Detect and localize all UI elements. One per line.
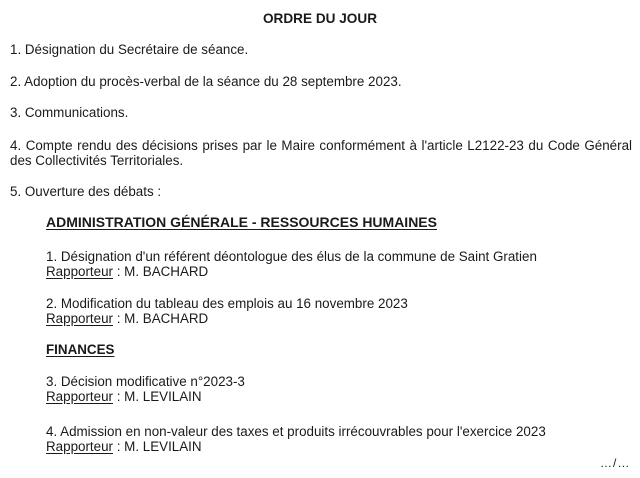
- section-heading-finances: FINANCES: [46, 342, 115, 357]
- rapporteur-name: : M. LEVILAIN: [113, 389, 202, 404]
- agenda-item-5: 5. Ouverture des débats :: [10, 184, 162, 199]
- entry-rapporteur: [46, 311, 208, 326]
- rapporteur-name: : M. BACHARD: [113, 264, 209, 279]
- rapporteur-name: : M. BACHARD: [113, 311, 209, 326]
- rapporteur-name: : M. LEVILAIN: [113, 439, 202, 454]
- agenda-item-2: 2. Adoption du procès-verbal de la séance du 28 septembre 2023.: [10, 74, 402, 89]
- entry-title: 2. Modification du tableau des emplois au 16 novembre 2023: [46, 296, 408, 311]
- section-heading-administration: ADMINISTRATION GÉNÉRALE - RESSOURCES HUMAINES: [46, 214, 437, 230]
- rapporteur-label: Rapporteur: [46, 389, 113, 404]
- entry-rapporteur: [46, 264, 208, 279]
- document-title: ORDRE DU JOUR: [262, 11, 378, 26]
- agenda-item-1: 1. Désignation du Secrétaire de séance.: [10, 42, 249, 57]
- entry-rapporteur: [46, 439, 202, 454]
- continuation-mark: …/…: [600, 456, 631, 470]
- entry-rapporteur: [46, 389, 202, 404]
- agenda-item-4: 4. Compte rendu des décisions prises par le Maire conformément à l'article L2122-23 du Code Général des Collectivités Territoriales.: [10, 138, 632, 168]
- entry-title: 3. Décision modificative n°2023-3: [46, 374, 245, 389]
- entry-title: 4. Admission en non-valeur des taxes et produits irrécouvrables pour l'exercice 2023: [46, 424, 546, 439]
- entry-title: 1. Désignation d'un référent déontologue des élus de la commune de Saint Gratien: [46, 249, 537, 264]
- rapporteur-label: Rapporteur: [46, 264, 113, 279]
- rapporteur-label: Rapporteur: [46, 311, 113, 326]
- rapporteur-label: Rapporteur: [46, 439, 113, 454]
- agenda-item-3: 3. Communications.: [10, 105, 129, 120]
